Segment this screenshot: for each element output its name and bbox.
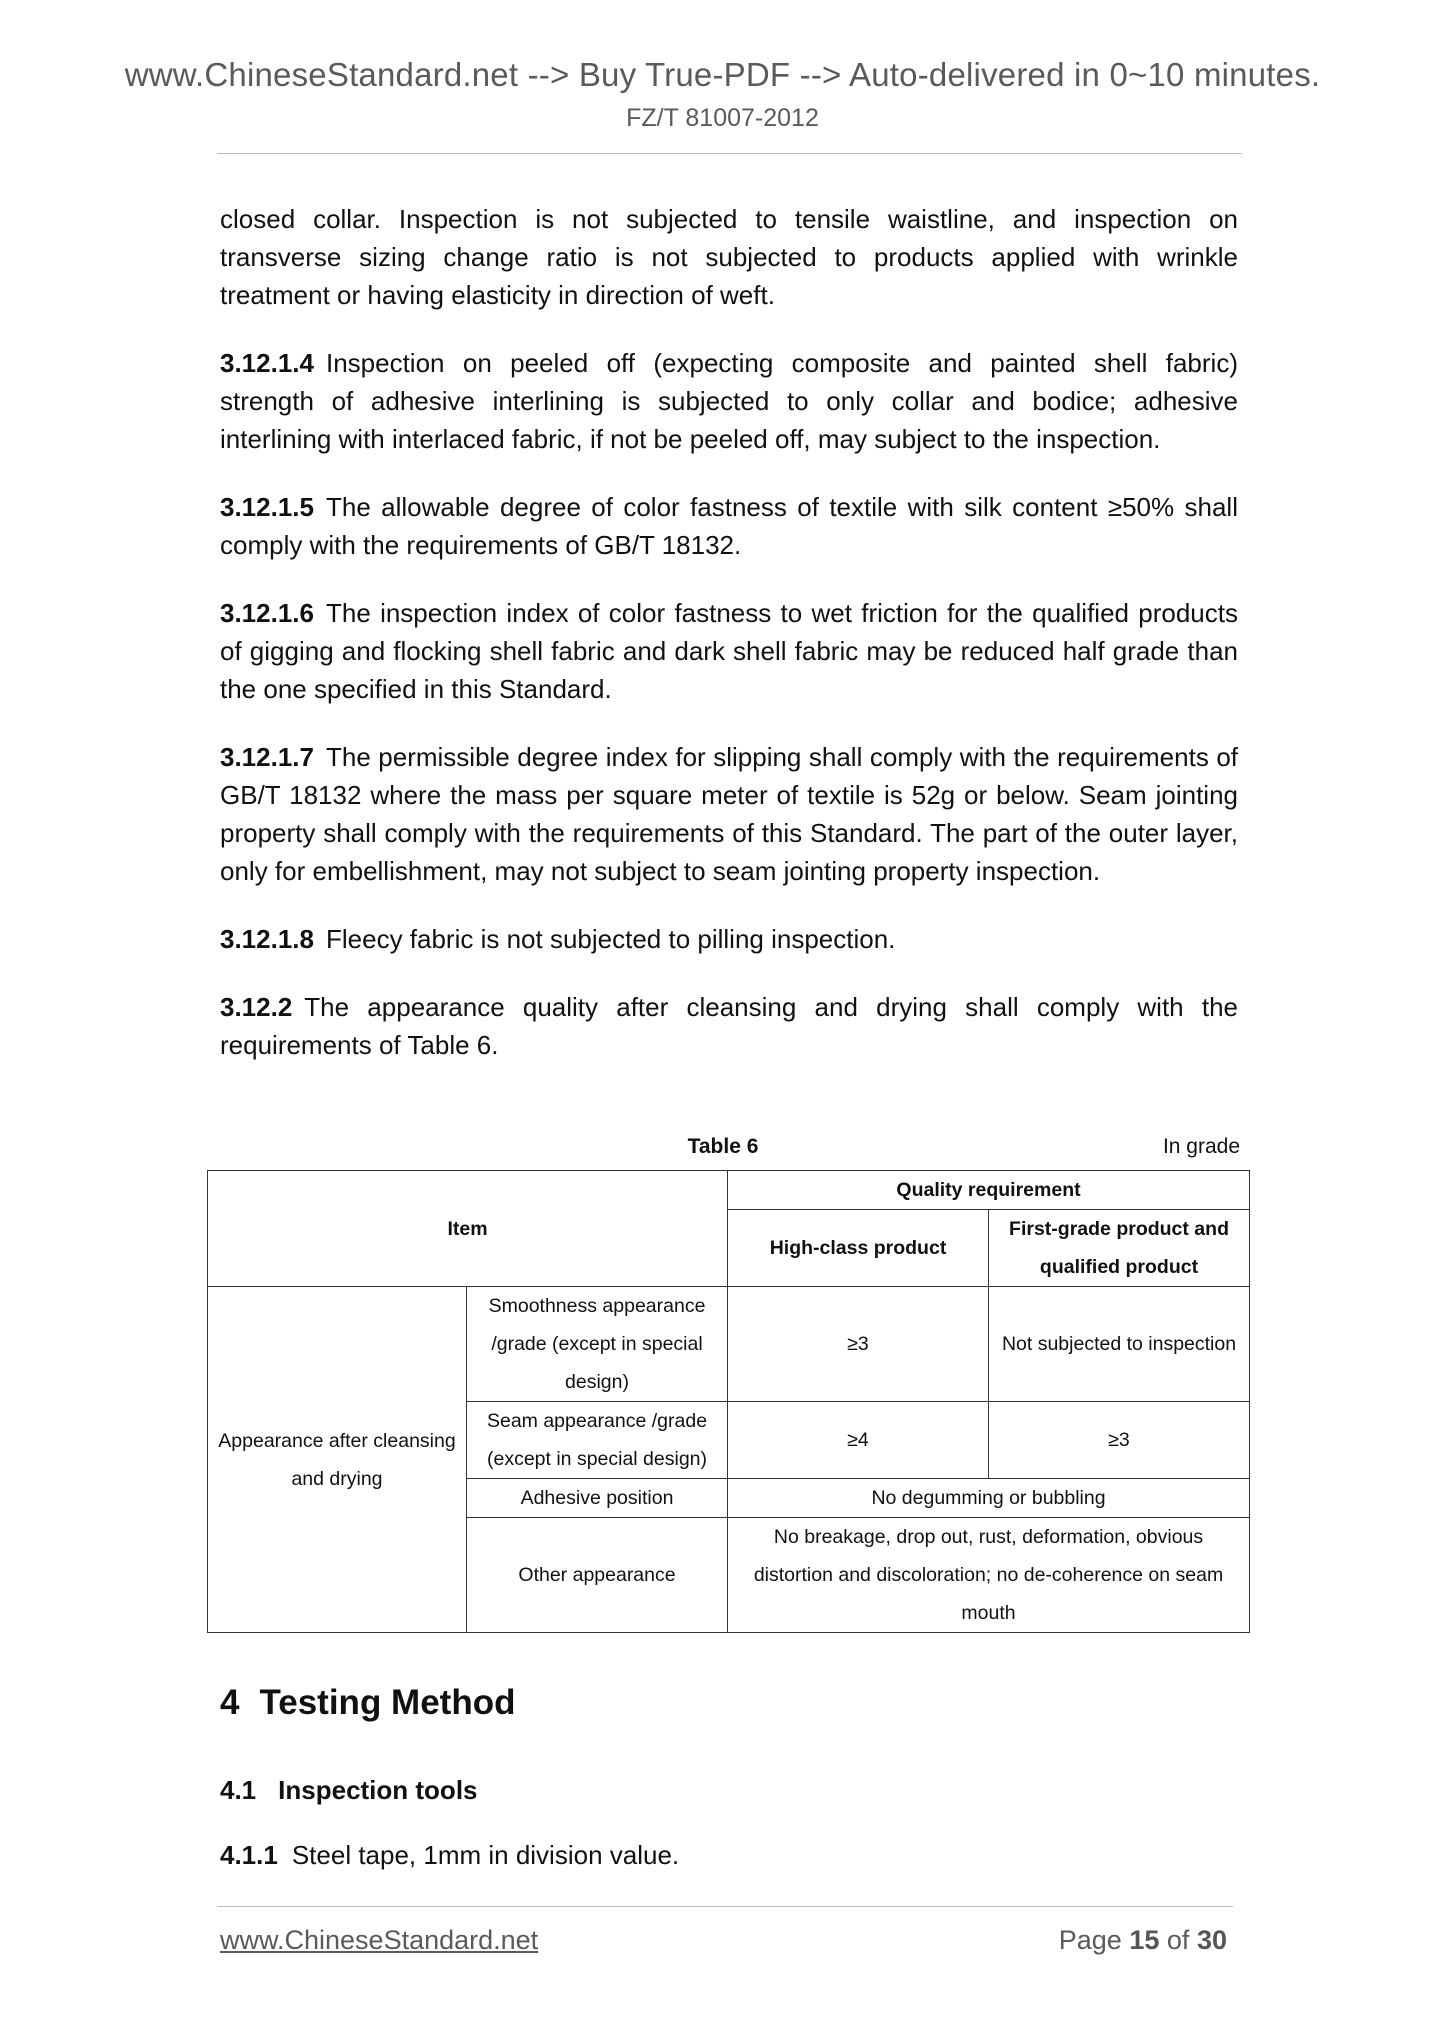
clause-number: 3.12.1.6 — [220, 598, 314, 628]
clause-text: Inspection on peeled off (expecting composite and painted shell fabric) strength of adhesive interlining is subjected to only collar and bodice; adhesive interlining with interlaced fabric, if not be peeled off, may subject to the inspection. — [220, 348, 1238, 454]
item-seam: Seam appearance /grade (except in special design) — [467, 1402, 728, 1479]
value-adhesive: No degumming or bubbling — [728, 1479, 1250, 1518]
clause-text: The permissible degree index for slipping shall comply with the requirements of GB/T 18132 where the mass per square meter of textile is 52g or below. Seam jointing property shall comply with the requirements of this Standard. The part of the outer layer, only for embellishment, may not subject to seam jointing property inspection. — [220, 742, 1238, 886]
section-title: Testing Method — [259, 1683, 516, 1722]
value-other: No breakage, drop out, rust, deformation, obvious distortion and discoloration; no de-coherence on seam mouth — [728, 1518, 1250, 1633]
item-smoothness: Smoothness appearance /grade (except in special design) — [467, 1287, 728, 1402]
body-text — [220, 200, 1238, 1064]
clause-number: 3.12.1.8 — [220, 924, 314, 954]
clause-4-1-1 — [220, 1840, 679, 1871]
clause-number: 3.12.1.4 — [220, 348, 314, 378]
clause-3-12-1-6 — [220, 594, 1238, 708]
clause-3-12-1-4 — [220, 344, 1238, 458]
clause-text: Fleecy fabric is not subjected to pilling inspection. — [325, 924, 896, 954]
header-quality-requirement: Quality requirement — [728, 1171, 1250, 1210]
header-high-class: High-class product — [728, 1210, 989, 1287]
item-adhesive: Adhesive position — [467, 1479, 728, 1518]
page-total: 30 — [1196, 1925, 1227, 1955]
clause-number: 3.12.1.7 — [220, 742, 314, 772]
clause-3-12-1-5 — [220, 488, 1238, 564]
table-row-smoothness — [208, 1287, 1250, 1402]
table-header-row — [208, 1171, 1250, 1210]
header-divider — [217, 153, 1242, 154]
clause-number: 3.12.1.5 — [220, 492, 314, 522]
section-heading-4 — [220, 1683, 515, 1723]
section-number: 4 — [220, 1683, 240, 1722]
paragraph-continuation: closed collar. Inspection is not subjected to tensile waistline, and inspection on transverse sizing change ratio is not subjected to products applied with wrinkle treatment or having elasticity in direction of weft. — [220, 204, 1238, 310]
value-smoothness-high: ≥3 — [728, 1287, 989, 1402]
section-heading-4-1 — [220, 1775, 478, 1806]
standard-code: FZ/T 81007-2012 — [626, 104, 819, 132]
table-unit: In grade — [1162, 1135, 1240, 1158]
header-banner: www.ChineseStandard.net --> Buy True-PDF --> Auto-delivered in 0~10 minutes. — [124, 56, 1321, 93]
page-number: 15 — [1129, 1925, 1160, 1955]
item-other: Other appearance — [467, 1518, 728, 1633]
clause-3-12-1-7 — [220, 738, 1238, 890]
page-indicator — [1059, 1925, 1227, 1956]
table-6 — [207, 1170, 1250, 1633]
group-label: Appearance after cleansing and drying — [208, 1287, 467, 1633]
section-title: Inspection tools — [278, 1775, 478, 1805]
value-seam-high: ≥4 — [728, 1402, 989, 1479]
clause-text: The inspection index of color fastness to wet friction for the qualified products of gigging and flocking shell fabric and dark shell fabric may be reduced half grade than the one specified in this Standard. — [220, 598, 1238, 704]
table-caption-row — [206, 1135, 1240, 1165]
clause-text: The allowable degree of color fastness of textile with silk content ≥50% shall comply with the requirements of GB/T 18132. — [220, 492, 1238, 560]
value-smoothness-first: Not subjected to inspection — [989, 1287, 1250, 1402]
clause-number: 4.1.1 — [220, 1840, 278, 1870]
footer-divider — [217, 1906, 1233, 1907]
clause-text: The appearance quality after cleansing and drying shall comply with the requirements of Table 6. — [220, 992, 1238, 1060]
page-label: Page — [1058, 1925, 1122, 1955]
section-number: 4.1 — [220, 1775, 257, 1805]
clause-3-12-1-8 — [220, 920, 1238, 958]
header-item: Item — [208, 1171, 728, 1287]
table-title: Table 6 — [687, 1135, 759, 1158]
clause-3-12-2 — [220, 988, 1238, 1064]
clause-number: 3.12.2 — [220, 992, 293, 1022]
value-seam-first: ≥3 — [989, 1402, 1250, 1479]
clause-text: Steel tape, 1mm in division value. — [291, 1840, 680, 1870]
footer-website-link[interactable]: www.ChineseStandard.net — [220, 1925, 539, 1955]
header-first-grade: First-grade product and qualified product — [989, 1210, 1250, 1287]
page-of-label: of — [1166, 1925, 1190, 1955]
